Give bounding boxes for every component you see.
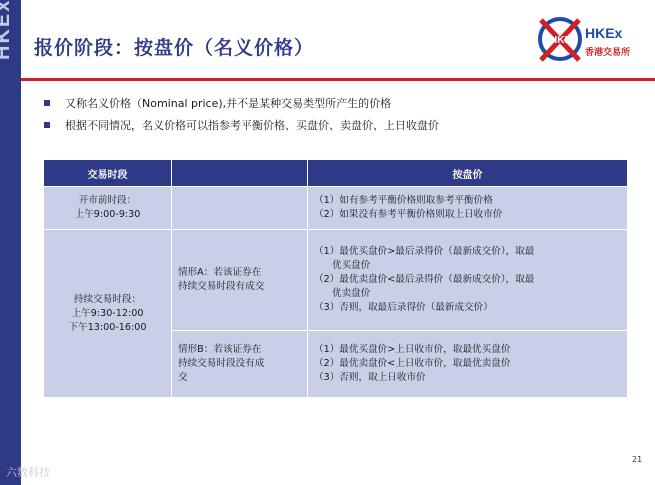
bullet-square-icon <box>44 122 50 128</box>
page-title: 报价阶段：按盘价（名义价格） <box>34 37 315 59</box>
continuous-period-label: 持续交易时段： <box>73 293 142 305</box>
continuous-period-am: 上午9:30-12:00 <box>71 307 144 319</box>
nominal-price-table <box>43 159 628 398</box>
header-blank <box>172 160 308 187</box>
case-b-label: 交 <box>178 372 188 383</box>
table-row <box>44 230 628 331</box>
case-a-rules-cell <box>308 230 628 331</box>
page-number: 21 <box>632 455 643 464</box>
bullet-square-icon <box>44 100 50 106</box>
table-header-row <box>44 160 628 187</box>
case-a-rule: 优买盘价 <box>332 260 371 271</box>
preopen-period-time: 上午9:00-9:30 <box>74 209 141 220</box>
case-a-rule: （2）最优卖盘价<最后录得价（最新成交价），取最 <box>314 274 535 285</box>
header-divider <box>21 78 655 81</box>
side-strip <box>0 0 21 485</box>
case-b-label-cell <box>172 331 308 398</box>
case-b-rule: （1）最优买盘价>上日收市价，取最优买盘价 <box>314 344 511 355</box>
bullet-text: 根据不同情况，名义价格可以指参考平衡价格、买盘价、卖盘价、上日收盘价 <box>65 119 439 132</box>
preopen-rules-cell <box>308 187 628 230</box>
hkex-logo <box>535 12 630 72</box>
logo-chinese-name: 香港交易所 <box>585 48 630 58</box>
preopen-rule: （1）如有参考平衡价格则取参考平衡价格 <box>314 195 493 206</box>
continuous-period-cell <box>44 230 172 398</box>
preopen-period-label: 开市前时段： <box>78 195 137 206</box>
case-a-label-cell <box>172 230 308 331</box>
header-period: 交易时段 <box>44 160 172 187</box>
bullet-list <box>44 92 634 136</box>
case-a-rule: （3）否则，取最后录得价（最新成交价） <box>314 302 493 313</box>
logo-emblem-text: HKE <box>550 35 572 46</box>
case-b-rule: （3）否则，取上日收市价 <box>314 372 426 383</box>
preopen-rule: （2）如果没有参考平衡价格则取上日收市价 <box>314 209 503 220</box>
watermark: 六数科技 <box>6 466 50 479</box>
logo-brand: HKEx <box>585 25 623 41</box>
bullet-item <box>44 92 634 114</box>
case-a-rule: （1）最优买盘价>最后录得价（最新成交价），取最 <box>314 246 535 257</box>
case-b-label: 持续交易时段没有成 <box>178 358 265 369</box>
preopen-period-cell <box>44 187 172 230</box>
case-a-label: 情形A：若该证券在 <box>178 267 262 278</box>
header-nominal-price: 按盘价 <box>308 160 628 187</box>
continuous-period-pm: 下午13:00-16:00 <box>68 321 147 333</box>
preopen-blank-cell <box>172 187 308 230</box>
case-a-label: 持续交易时段有成交 <box>178 281 265 292</box>
bullet-text: 又称名义价格（Nominal price),并不是某种交易类型所产生的价格 <box>65 97 392 110</box>
bullet-item <box>44 114 634 136</box>
case-b-rule: （2）最优卖盘价<上日收市价，取最优卖盘价 <box>314 358 511 369</box>
case-b-label: 情形B：若该证券在 <box>178 344 262 355</box>
case-b-rules-cell <box>308 331 628 398</box>
table-row <box>44 187 628 230</box>
case-a-rule: 优卖盘价 <box>332 288 371 299</box>
